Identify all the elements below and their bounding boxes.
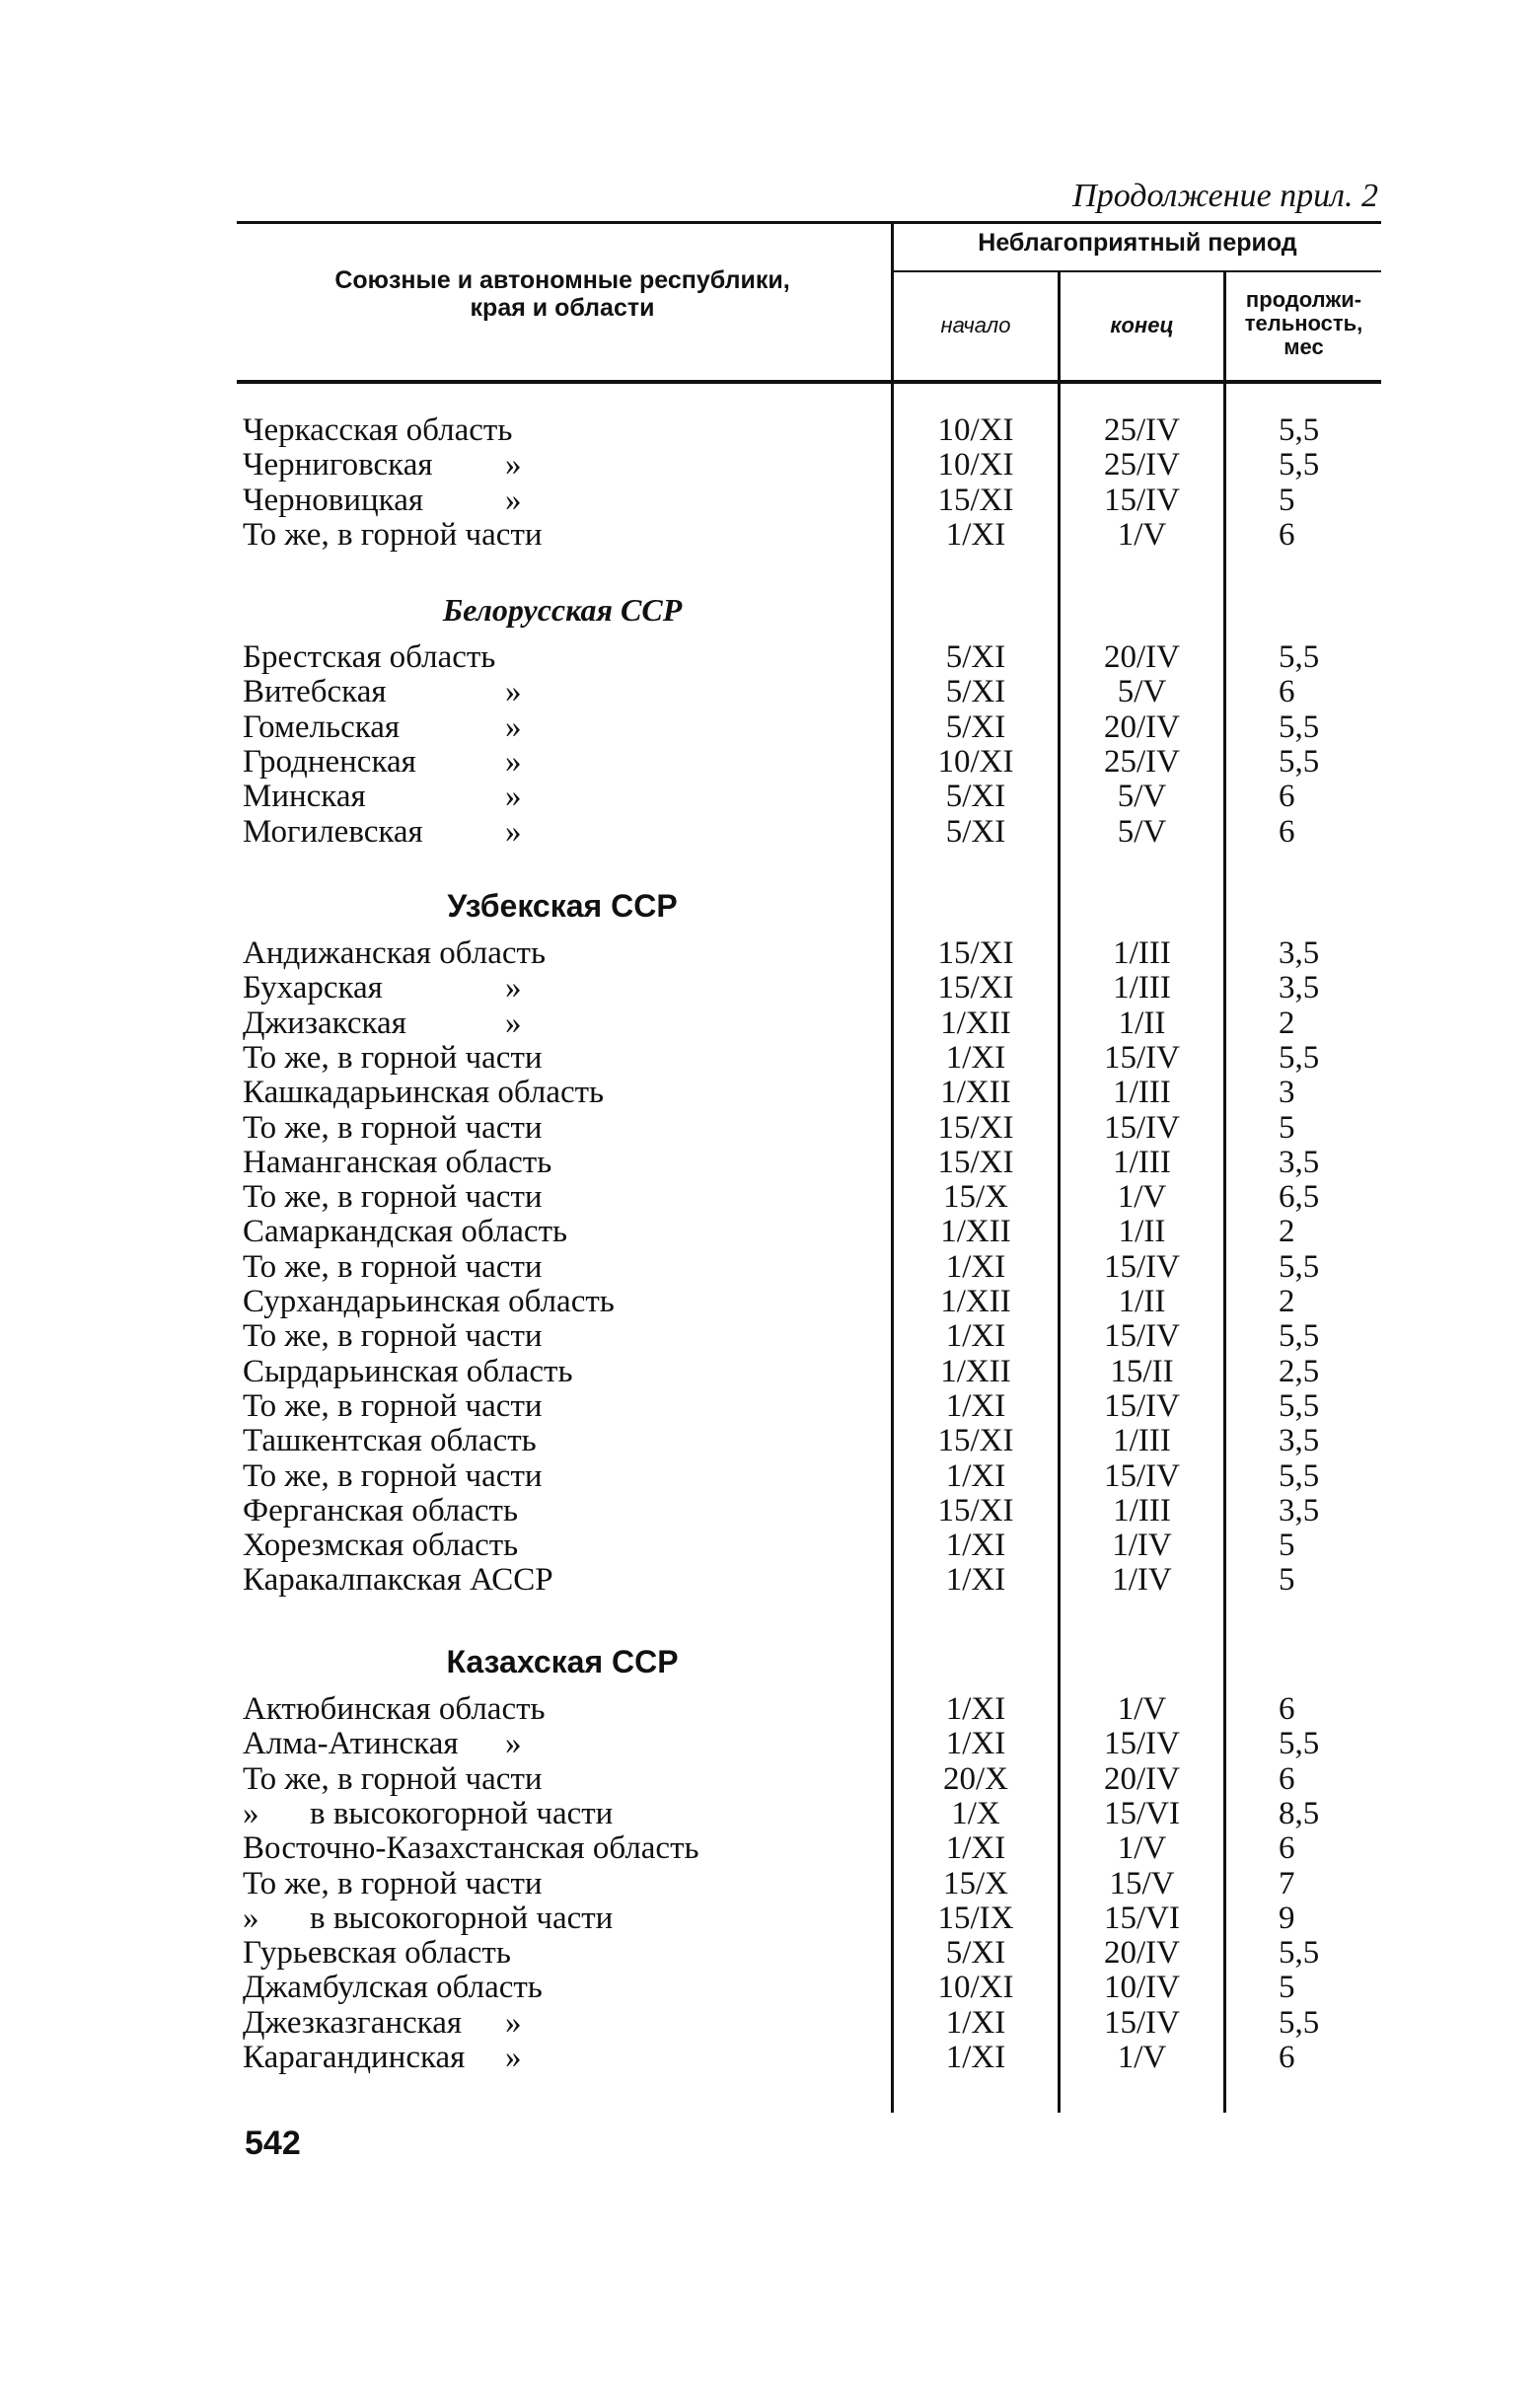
region-name-text: То же, в горной части — [243, 1248, 543, 1285]
table-row — [0, 412, 1540, 448]
ditto-mark: » — [505, 779, 522, 815]
period-duration: 3,5 — [1279, 935, 1320, 971]
ditto-mark: » — [243, 1900, 259, 1936]
period-duration: 5,5 — [1279, 639, 1320, 675]
header-subject-line: Союзные и автономные республики, — [334, 266, 790, 294]
ditto-mark: » — [505, 743, 522, 780]
table-row — [0, 1040, 1540, 1076]
region-name — [243, 1005, 522, 1041]
period-end: 1/V — [1117, 2040, 1167, 2075]
region-name — [243, 1691, 546, 1727]
region-name-text: Гомельская — [243, 708, 401, 745]
period-end: 10/IV — [1104, 1970, 1180, 2006]
section-title: Белорусская ССР — [442, 592, 683, 628]
region-name — [243, 1901, 613, 1936]
table-row — [0, 1726, 1540, 1761]
period-end: 25/IV — [1104, 743, 1180, 780]
table-row — [0, 517, 1540, 553]
header-start: начало — [940, 313, 1011, 337]
period-duration: 5,5 — [1279, 708, 1320, 745]
period-duration: 5,5 — [1279, 1318, 1320, 1355]
period-end: 15/IV — [1104, 1726, 1180, 1762]
region-name — [243, 2040, 522, 2075]
region-name — [243, 1935, 511, 1971]
ditto-mark: » — [505, 447, 522, 484]
region-name-text: То же, в горной части — [243, 1865, 543, 1901]
period-start: 5/XI — [945, 813, 1006, 850]
region-name-text: Могилевская — [243, 813, 423, 850]
period-duration: 7 — [1279, 1865, 1295, 1901]
region-name-text: в высокогорной части — [310, 1795, 614, 1831]
period-end: 1/V — [1117, 1691, 1167, 1727]
section-title: Казахская ССР — [446, 1644, 679, 1679]
table-row — [0, 2040, 1540, 2075]
region-name-text: То же, в горной части — [243, 1387, 543, 1424]
period-start: 5/XI — [945, 1935, 1006, 1972]
period-start: 1/XI — [945, 2004, 1006, 2041]
period-start: 1/XI — [945, 1830, 1006, 1867]
period-end: 15/IV — [1104, 1387, 1180, 1424]
region-name-text: То же, в горной части — [243, 516, 543, 553]
period-end: 20/IV — [1104, 1760, 1180, 1797]
period-end: 15/IV — [1104, 2004, 1180, 2041]
table-row — [0, 1354, 1540, 1389]
region-name — [243, 1423, 537, 1458]
table-row — [0, 1493, 1540, 1528]
period-start: 1/XI — [945, 1726, 1006, 1762]
region-name — [243, 447, 522, 484]
region-name-text: в высокогорной части — [310, 1900, 614, 1936]
region-name-text: Сурхандарьинская область — [243, 1284, 615, 1319]
period-start: 15/XI — [937, 482, 1014, 518]
header-period: Неблагоприятный период — [978, 229, 1297, 257]
header-duration-line: продолжи- — [1245, 287, 1362, 312]
period-duration: 5,5 — [1279, 1457, 1320, 1494]
region-name — [243, 1528, 518, 1563]
period-start: 1/XI — [945, 1248, 1006, 1285]
period-end: 20/IV — [1104, 1935, 1180, 1972]
period-start: 10/XI — [937, 412, 1014, 448]
period-duration: 5 — [1279, 1562, 1295, 1599]
period-duration: 6 — [1279, 1691, 1295, 1727]
table-row — [0, 935, 1540, 971]
period-start: 15/XI — [937, 1423, 1014, 1459]
header-duration-line: тельность, — [1244, 311, 1363, 335]
period-end: 1/IV — [1112, 1562, 1172, 1599]
period-end: 25/IV — [1104, 412, 1180, 448]
table-row — [0, 1761, 1540, 1797]
period-end: 15/IV — [1104, 1248, 1180, 1285]
region-name-text: Джезказганская — [243, 2004, 463, 2041]
period-duration: 5 — [1279, 482, 1295, 518]
region-name-text: Карагандинская — [243, 2040, 466, 2075]
table-row — [0, 1075, 1540, 1110]
region-name — [243, 517, 543, 553]
region-name — [243, 1075, 604, 1110]
period-duration: 6 — [1279, 516, 1295, 553]
region-name — [243, 1796, 613, 1831]
region-name-text: То же, в горной части — [243, 1109, 543, 1146]
period-start: 1/XI — [945, 1457, 1006, 1494]
region-name — [243, 1040, 543, 1076]
region-name — [243, 1318, 543, 1354]
region-name — [243, 1830, 699, 1866]
region-name-text: Хорезмская область — [243, 1528, 519, 1564]
period-start: 10/XI — [937, 743, 1014, 780]
period-duration: 5,5 — [1279, 447, 1320, 484]
period-duration: 5,5 — [1279, 743, 1320, 780]
table-row — [0, 709, 1540, 745]
table-row — [0, 1458, 1540, 1494]
region-name — [243, 1726, 522, 1762]
table-row — [0, 1866, 1540, 1901]
period-duration: 5 — [1279, 1970, 1295, 2006]
period-duration: 5,5 — [1279, 1248, 1320, 1285]
period-start: 1/XI — [945, 2040, 1006, 2075]
period-duration: 5,5 — [1279, 2004, 1320, 2041]
region-name — [243, 970, 522, 1006]
region-name-text: Каракалпакская АССР — [243, 1562, 553, 1599]
region-name-text: Бухарская — [243, 970, 383, 1006]
section-title: Узбекская ССР — [447, 888, 678, 924]
period-duration: 6 — [1279, 1760, 1295, 1797]
period-duration: 3,5 — [1279, 970, 1320, 1006]
period-start: 15/XI — [937, 1144, 1014, 1180]
period-duration: 3,5 — [1279, 1423, 1320, 1459]
period-start: 5/XI — [945, 779, 1006, 815]
region-name — [243, 639, 495, 675]
period-duration: 5 — [1279, 1528, 1295, 1564]
period-start: 1/XI — [945, 1562, 1006, 1599]
ditto-mark: » — [505, 2004, 522, 2041]
region-name — [243, 1284, 615, 1319]
period-end: 15/VI — [1104, 1900, 1180, 1936]
region-name — [243, 1214, 567, 1249]
period-start: 1/XII — [940, 1075, 1011, 1111]
period-end: 20/IV — [1104, 639, 1180, 675]
header-duration-line: мес — [1283, 335, 1324, 359]
period-end: 1/III — [1113, 1423, 1171, 1459]
period-start: 15/XI — [937, 1109, 1014, 1146]
period-duration: 3,5 — [1279, 1492, 1320, 1528]
table-row — [0, 1423, 1540, 1458]
table-row — [0, 814, 1540, 850]
table-row — [0, 1110, 1540, 1146]
period-end: 1/V — [1117, 516, 1167, 553]
region-name — [243, 1354, 573, 1389]
period-subheader-rule — [894, 270, 1381, 272]
header-subject — [237, 266, 888, 322]
period-end: 1/III — [1113, 1075, 1171, 1111]
table-row — [0, 744, 1540, 780]
region-name — [243, 1249, 543, 1285]
period-start: 10/XI — [937, 1970, 1014, 2006]
period-start: 1/XI — [945, 1318, 1006, 1355]
period-duration: 6,5 — [1279, 1179, 1320, 1216]
continuation-caption: Продолжение прил. 2 — [1072, 178, 1378, 214]
region-name — [243, 743, 522, 780]
region-name-text: То же, в горной части — [243, 1179, 543, 1216]
period-start: 10/XI — [937, 447, 1014, 484]
period-end: 1/II — [1118, 1284, 1166, 1319]
period-start: 1/XII — [940, 1353, 1011, 1389]
period-start: 15/IX — [937, 1900, 1014, 1936]
region-name-text: То же, в горной части — [243, 1318, 543, 1355]
ditto-mark: » — [505, 1005, 522, 1041]
region-name — [243, 708, 522, 745]
period-duration: 6 — [1279, 813, 1295, 850]
period-duration: 2 — [1279, 1214, 1295, 1250]
period-end: 15/IV — [1104, 482, 1180, 518]
period-start: 15/XI — [937, 935, 1014, 971]
region-name — [243, 412, 512, 448]
period-duration: 6 — [1279, 779, 1295, 815]
table-row — [0, 483, 1540, 518]
ditto-mark: » — [505, 674, 522, 710]
region-name-text: Актюбинская область — [243, 1691, 546, 1727]
period-end: 15/IV — [1104, 1039, 1180, 1076]
table-row — [0, 970, 1540, 1006]
table-row — [0, 1970, 1540, 2005]
period-start: 1/XII — [940, 1214, 1011, 1250]
ditto-mark: » — [505, 482, 522, 518]
period-end: 1/II — [1118, 1005, 1166, 1041]
period-end: 20/IV — [1104, 708, 1180, 745]
region-name-text: Минская — [243, 779, 366, 815]
table-row — [0, 1006, 1540, 1041]
table-row — [0, 1249, 1540, 1285]
table-row — [0, 447, 1540, 483]
ditto-mark: » — [505, 708, 522, 745]
table-row — [0, 1935, 1540, 1971]
region-name-text: Черновицкая — [243, 482, 424, 518]
period-start: 1/XII — [940, 1005, 1011, 1041]
table-row — [0, 1691, 1540, 1727]
period-duration: 2 — [1279, 1005, 1295, 1041]
region-name-text: Ташкентская область — [243, 1423, 537, 1459]
period-start: 1/XII — [940, 1284, 1011, 1319]
period-duration: 6 — [1279, 674, 1295, 710]
table-row — [0, 674, 1540, 709]
period-end: 15/IV — [1104, 1109, 1180, 1146]
table-row — [0, 639, 1540, 675]
period-end: 1/III — [1113, 935, 1171, 971]
header-duration — [1226, 288, 1381, 359]
table-row — [0, 2005, 1540, 2041]
table-row — [0, 1528, 1540, 1563]
period-start: 20/X — [943, 1760, 1008, 1797]
period-duration: 6 — [1279, 2040, 1295, 2075]
period-end: 1/III — [1113, 970, 1171, 1006]
period-end: 15/VI — [1104, 1795, 1180, 1831]
region-name — [243, 1866, 543, 1901]
region-name-text: Сырдарьинская область — [243, 1353, 573, 1389]
region-name-text: То же, в горной части — [243, 1760, 543, 1797]
ditto-mark: » — [505, 2040, 522, 2075]
table-header-rule — [237, 380, 1381, 384]
ditto-mark: » — [505, 813, 522, 850]
period-duration: 5,5 — [1279, 1387, 1320, 1424]
region-name-text: Черкасская область — [243, 412, 513, 448]
period-end: 1/III — [1113, 1144, 1171, 1180]
period-start: 5/XI — [945, 639, 1006, 675]
period-start: 15/X — [943, 1179, 1008, 1216]
period-duration: 5,5 — [1279, 1726, 1320, 1762]
region-name — [243, 1761, 543, 1797]
period-duration: 3 — [1279, 1075, 1295, 1111]
header-subject-line: края и области — [470, 294, 655, 322]
period-start: 1/XI — [945, 516, 1006, 553]
table-row — [0, 1562, 1540, 1598]
table-row — [0, 779, 1540, 814]
table-row — [0, 1179, 1540, 1215]
page-number: 542 — [245, 2124, 301, 2162]
period-start: 1/XI — [945, 1691, 1006, 1727]
period-duration: 9 — [1279, 1900, 1295, 1936]
region-name — [243, 1493, 518, 1528]
region-name — [243, 1388, 543, 1424]
table-top-rule — [237, 221, 1381, 224]
period-end: 5/V — [1117, 779, 1167, 815]
ditto-mark: » — [243, 1795, 259, 1831]
period-duration: 5,5 — [1279, 1039, 1320, 1076]
period-start: 15/XI — [937, 1492, 1014, 1528]
period-start: 15/XI — [937, 970, 1014, 1006]
ditto-mark: » — [505, 970, 522, 1006]
region-name-text: Ферганская область — [243, 1492, 519, 1528]
period-start: 1/XI — [945, 1387, 1006, 1424]
region-name — [243, 482, 522, 518]
period-duration: 5,5 — [1279, 1935, 1320, 1972]
period-start: 5/XI — [945, 674, 1006, 710]
period-end: 1/III — [1113, 1492, 1171, 1528]
region-name — [243, 813, 522, 850]
table-row — [0, 1388, 1540, 1424]
period-duration: 3,5 — [1279, 1144, 1320, 1180]
period-end: 1/IV — [1112, 1528, 1172, 1564]
region-name-text: Джизакская — [243, 1005, 406, 1041]
region-name-text: Гурьевская область — [243, 1935, 511, 1972]
region-name — [243, 674, 522, 710]
period-end: 15/II — [1110, 1353, 1174, 1389]
region-name-text: Наманганская область — [243, 1144, 552, 1180]
region-name — [243, 1970, 543, 2005]
period-end: 5/V — [1117, 674, 1167, 710]
table-row — [0, 1318, 1540, 1354]
period-duration: 2,5 — [1279, 1353, 1320, 1389]
region-name-text: Андижанская область — [243, 935, 547, 971]
region-name-text: Джамбулская область — [243, 1970, 543, 2006]
period-end: 15/V — [1109, 1865, 1175, 1901]
region-name — [243, 1179, 543, 1215]
table-row — [0, 1145, 1540, 1180]
ditto-mark: » — [505, 1726, 522, 1762]
region-name — [243, 1145, 551, 1180]
region-name-text: Гродненская — [243, 743, 416, 780]
region-name — [243, 1110, 543, 1146]
period-start: 1/XI — [945, 1528, 1006, 1564]
period-duration: 5,5 — [1279, 412, 1320, 448]
period-duration: 8,5 — [1279, 1795, 1320, 1831]
region-name — [243, 2004, 522, 2041]
period-start: 1/X — [951, 1795, 1000, 1831]
region-name — [243, 1562, 553, 1598]
period-duration: 5 — [1279, 1109, 1295, 1146]
period-end: 1/II — [1118, 1214, 1166, 1250]
table-row — [0, 1901, 1540, 1936]
table-row — [0, 1284, 1540, 1319]
table-row — [0, 1796, 1540, 1831]
period-end: 15/IV — [1104, 1457, 1180, 1494]
region-name-text: Витебская — [243, 674, 387, 710]
period-end: 5/V — [1117, 813, 1167, 850]
region-name-text: Алма-Атинская — [243, 1726, 459, 1762]
region-name-text: Восточно-Казахстанская область — [243, 1830, 699, 1867]
period-end: 25/IV — [1104, 447, 1180, 484]
period-duration: 2 — [1279, 1284, 1295, 1319]
header-end: конец — [1110, 313, 1174, 337]
period-start: 1/XI — [945, 1039, 1006, 1076]
region-name-text: То же, в горной части — [243, 1039, 543, 1076]
period-end: 15/IV — [1104, 1318, 1180, 1355]
period-start: 15/X — [943, 1865, 1008, 1901]
table-row — [0, 1214, 1540, 1249]
period-start: 5/XI — [945, 708, 1006, 745]
region-name-text: То же, в горной части — [243, 1457, 543, 1494]
region-name-text: Кашкадарьинская область — [243, 1075, 605, 1111]
region-name-text: Самаркандская область — [243, 1214, 568, 1250]
region-name — [243, 935, 546, 971]
region-name — [243, 779, 522, 815]
region-name-text: Черниговская — [243, 447, 433, 484]
period-end: 1/V — [1117, 1830, 1167, 1867]
region-name-text: Брестская область — [243, 639, 496, 675]
period-end: 1/V — [1117, 1179, 1167, 1216]
region-name — [243, 1458, 543, 1494]
period-duration: 6 — [1279, 1830, 1295, 1867]
table-row — [0, 1830, 1540, 1866]
